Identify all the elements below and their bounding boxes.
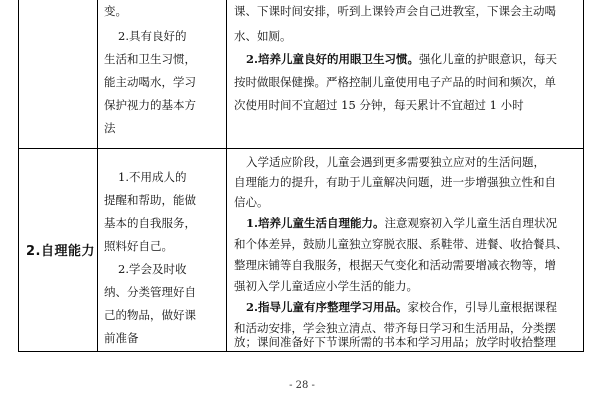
goal-text-line: 能主动喝水，学习 xyxy=(104,75,196,89)
guidance-text-line: 整理床铺等自我服务，根据天气变化和活动需要增减衣物等，增 xyxy=(234,258,556,272)
guidance-text-line xyxy=(246,216,557,230)
goal-text-line: 基本的自我服务， xyxy=(104,216,196,230)
guidance-text-line: 和个体差异，鼓励儿童独立穿脱衣服、系鞋带、进餐、收拾餐具、 xyxy=(234,237,568,251)
goal-text-line: 提醒和帮助，能做 xyxy=(104,193,196,207)
guidance-text-line: 按时做眼保健操。严格控制儿童使用电子产品的时间和频次，单 xyxy=(234,75,556,89)
table-rule-col2 xyxy=(226,0,227,352)
guidance-heading: 1.培养儿童生活自理能力。 xyxy=(246,216,385,230)
goal-text-line: 法 xyxy=(104,121,116,135)
goal-text-line: 己的物品，做好课 xyxy=(104,308,196,322)
goal-text-line: 2.学会及时收 xyxy=(118,262,187,276)
category-label: 2.自理能力 xyxy=(26,244,95,259)
goal-text-line: 2.具有良好的 xyxy=(118,29,187,43)
guidance-text-line xyxy=(246,300,557,314)
table-rule-col1 xyxy=(97,0,98,352)
table-rule-right xyxy=(583,0,584,352)
guidance-text-line: 和活动安排，学会独立清点、带齐每日学习和生活用品，分类摆 xyxy=(234,321,556,335)
guidance-text-line: 入学适应阶段，儿童会遇到更多需要独立应对的生活问题， xyxy=(246,155,545,169)
guidance-text-line: 放；课间准备好下节课所需的书本和学习用品；放学时收拾整理 xyxy=(234,335,556,349)
guidance-text-line: 水、如厕。 xyxy=(234,29,292,43)
guidance-text: 注意观察初入学儿童生活自理状况 xyxy=(384,216,558,230)
guidance-text-line: 课、下课时间安排，听到上课铃声会自己进教室，下课会主动喝 xyxy=(234,4,556,18)
page-number: - 28 - xyxy=(289,380,315,391)
guidance-text-line xyxy=(246,52,557,66)
table-rule-left xyxy=(18,0,19,352)
goal-text-line: 生活和卫生习惯， xyxy=(104,52,196,66)
table-rule-row-divider xyxy=(18,148,584,149)
guidance-heading: 2.指导儿童有序整理学习用品。 xyxy=(246,300,408,314)
guidance-text-line: 自理能力的提升，有助于儿童解决问题，进一步增强独立性和自 xyxy=(234,175,556,189)
goal-text-line: 保护视力的基本方 xyxy=(104,98,196,112)
goal-text-line: 1.不用成人的 xyxy=(118,170,187,184)
goal-text-line: 照料好自己。 xyxy=(104,239,173,253)
table-rule-bottom xyxy=(18,351,584,352)
guidance-text-line: 强初入学儿童适应小学生活的能力。 xyxy=(234,279,418,293)
guidance-text-line: 次使用时间不宜超过 15 分钟，每天累计不宜超过 1 小时 xyxy=(234,98,524,112)
goal-text-line: 前准备 xyxy=(104,331,139,345)
guidance-text: 强化儿童的护眼意识，每天 xyxy=(419,52,558,66)
goal-text-line: 变。 xyxy=(104,4,127,18)
guidance-text-line: 信心。 xyxy=(234,195,269,209)
goal-text-line: 纳、分类管理好自 xyxy=(104,285,196,299)
guidance-heading: 2.培养儿童良好的用眼卫生习惯。 xyxy=(246,52,420,66)
guidance-text: 家校合作，引导儿童根据课程 xyxy=(407,300,558,314)
